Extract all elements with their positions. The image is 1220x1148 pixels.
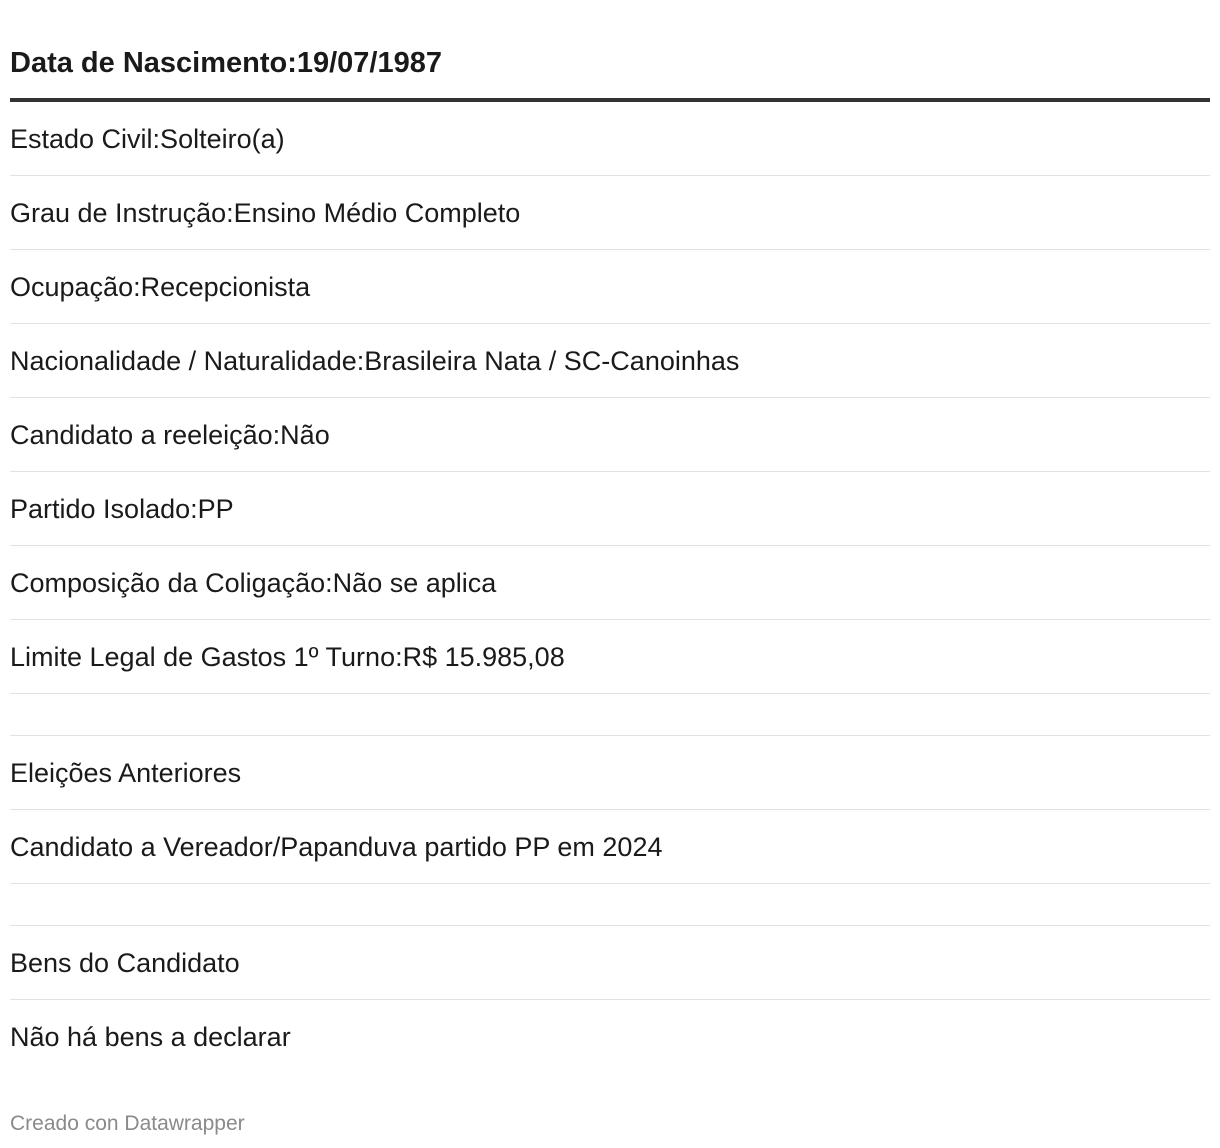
table-row bbox=[10, 472, 1210, 546]
table-cell: Grau de Instrução:Ensino Médio Completo bbox=[10, 198, 521, 228]
table-row bbox=[10, 102, 1210, 176]
table-row bbox=[10, 1000, 1210, 1073]
table-cell: Candidato a Vereador/Papanduva partido PP em 2024 bbox=[10, 832, 663, 862]
table-row bbox=[10, 546, 1210, 620]
table-header-label: Data de Nascimento:19/07/1987 bbox=[10, 47, 442, 79]
table-cell: Estado Civil:Solteiro(a) bbox=[10, 124, 285, 154]
table-row bbox=[10, 620, 1210, 694]
table-row bbox=[10, 176, 1210, 250]
table-cell: Candidato a reeleição:Não bbox=[10, 420, 330, 450]
table-cell: Nacionalidade / Naturalidade:Brasileira Nata / SC-Canoinhas bbox=[10, 346, 740, 376]
table-row bbox=[10, 250, 1210, 324]
table-cell: Bens do Candidato bbox=[10, 948, 240, 978]
table-cell: Composição da Coligação:Não se aplica bbox=[10, 568, 497, 598]
table-cell: Partido Isolado:PP bbox=[10, 494, 234, 524]
table-row bbox=[10, 810, 1210, 884]
table-row bbox=[10, 736, 1210, 810]
datawrapper-credit[interactable]: Creado con Datawrapper bbox=[10, 1112, 245, 1135]
table-cell: Eleições Anteriores bbox=[10, 758, 242, 788]
table-row bbox=[10, 926, 1210, 1000]
table-cell: Limite Legal de Gastos 1º Turno:R$ 15.985,08 bbox=[10, 642, 565, 672]
table-cell: Não há bens a declarar bbox=[10, 1022, 291, 1052]
table-header bbox=[10, 0, 1210, 102]
data-table bbox=[10, 0, 1210, 1073]
table-row-empty bbox=[10, 884, 1210, 926]
table-row bbox=[10, 398, 1210, 472]
table-row-empty bbox=[10, 694, 1210, 736]
table-cell: Ocupação:Recepcionista bbox=[10, 272, 311, 302]
table-row bbox=[10, 324, 1210, 398]
